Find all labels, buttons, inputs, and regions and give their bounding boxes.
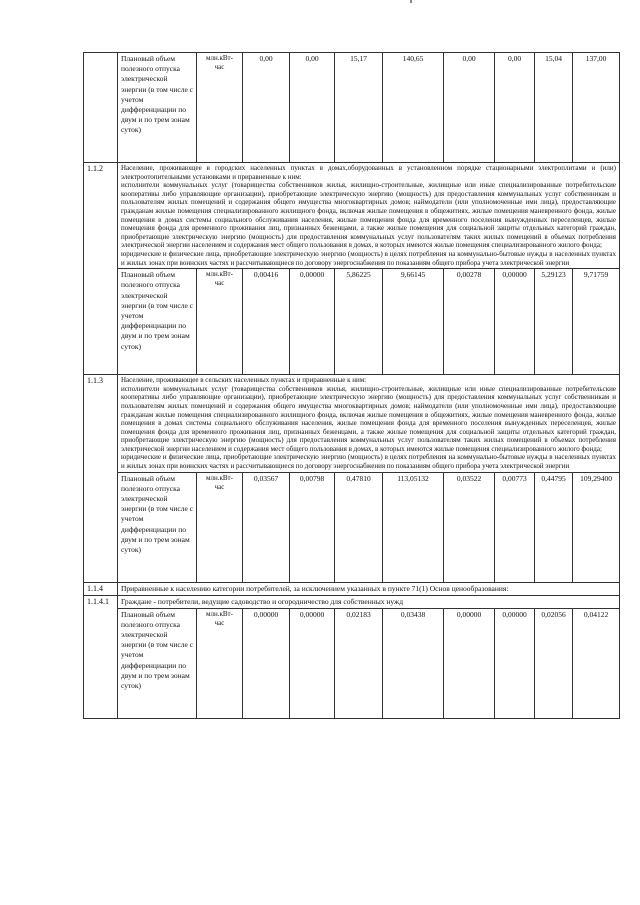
row-index: 1.1.2	[84, 163, 118, 375]
value-cell: 0,00000	[495, 608, 535, 718]
section-description: Приравненные к населению категории потребителей, за исключением указанных в пункте 71(1) Основ ценообразования:	[118, 582, 620, 595]
paragraph: юридические и физические лица, приобретающие электрическую энергию (мощность) в целях потребления на коммунально-бытовые нужды в населенных пунктах и жилых зонах при воинских частях и рассчитывающиеся по договору энергоснабжения по показаниям общего прибора учета электрической энергии	[121, 453, 616, 471]
paragraph: юридические и физические лица, приобретающие электрическую энергию (мощность) в целях потребления на коммунально-бытовые нужды в населенных пунктах и жилых зонах при воинских частях и рассчитывающиеся по договору энергоснабжения по показаниям общего прибора учета электрической энергии	[121, 249, 616, 267]
value-cell: 0,00000	[495, 269, 535, 375]
paragraph: Население, проживающее в сельских населенных пунктах и приравненные к ним:	[121, 376, 367, 385]
paragraph: исполнители коммунальных услуг (товарищества собственников жилья, жилищно-строительные, жилищные или иные специализированные потребительские кооперативы либо управляющие организации), приобретающие электрическую энергию (мощность) для предоставления коммунальных услуг собственникам и пользователям жилых помещений и содержания общего имущества многоквартирных домов; наймодатели (или уполномоченные ими лица), предоставляющие гражданам жилые помещения специализированного жилищного фонда, включая жилые помещения в общежитиях, жилые помещения маневренного фонда, жилые помещения в домах системы социального обслуживания населения, жилые помещения фонда для временного поселения вынужденных переселенцев, жилые помещения фонда для временного проживания лиц, признанных беженцами, а также жилые помещения для социальной защиты отдельных категорий граждан, приобретающие электрическую энергию (мощность) для предоставления коммунальных услуг пользователям таких жилых помещений в объемах потребления электрической энергии населением и содержания мест общего пользования в домах, в которых имеются жилые помещения специализированного жилого фонда;	[121, 384, 616, 453]
value-cell: 0,00000	[290, 608, 335, 718]
value-cell: 140,65	[383, 53, 444, 163]
value-cell: 9,71759	[573, 269, 620, 375]
value-cell: 109,29400	[573, 472, 620, 582]
value-cell: 0,44795	[535, 472, 573, 582]
value-cell: 0,00773	[495, 472, 535, 582]
tariff-table	[83, 52, 619, 719]
value-cell: 0,03438	[383, 608, 444, 718]
value-cell: 0,00	[290, 53, 335, 163]
paragraph: Население, проживающее в городских населенных пунктах в домах,оборудованных в установленном порядке стационарными электроплитами и (или) электроотопительными установками и приравненные к ним:	[121, 164, 616, 181]
row-index: 1.1.4	[84, 582, 118, 595]
row-index: 1.1.4.1	[84, 595, 118, 718]
planned-volume-label: Плановый объем полезного отпуска электрической энергии (в том числе с учетом дифференциации по двум и по трем зонам суток)	[118, 53, 197, 163]
row-index: 1.1.3	[84, 375, 118, 583]
value-cell: 5,29123	[535, 269, 573, 375]
value-cell: 0,00	[444, 53, 495, 163]
table-row	[84, 595, 620, 608]
table-row	[84, 375, 620, 473]
planned-volume-label: Плановый объем полезного отпуска электрической энергии (в том числе с учетом дифференциации по двум и по трем зонам суток)	[118, 472, 197, 582]
paragraph: исполнители коммунальных услуг (товарищества собственников жилья, жилищно-строительные, жилищные или иные специализированные потребительские кооперативы либо управляющие организации), приобретающие электрическую энергию (мощность) для предоставления коммунальных услуг собственникам и пользователям жилых помещений и содержания общего имущества многоквартирных домов; наймодатели (или уполномоченные ими лица), предоставляющие гражданам жилые помещения специализированного жилищного фонда, включая жилые помещения в общежитиях, жилые помещения маневренного фонда, жилые помещения в домах системы социального обслуживания населения, жилые помещения фонда для временного поселения вынужденных переселенцев, жилые помещения фонда для временного проживания лиц, признанных беженцами, а также жилые помещения для социальной защиты отдельных категорий граждан, приобретающие электрическую энергию (мощность) для предоставления коммунальных услуг пользователям таких жилых помещений в объемах потребления электрической энергии населением и содержания мест общего пользования в домах, в которых имеются жилые помещения специализированного жилого фонда;	[121, 181, 616, 250]
section-description: Граждане - потребители, ведущие садоводство и огородничество для собственных нужд	[118, 595, 620, 608]
value-cell: 0,02056	[535, 608, 573, 718]
value-cell: 5,86225	[335, 269, 383, 375]
table-row	[84, 582, 620, 595]
unit-cell: млн.кВт- час	[197, 53, 243, 163]
unit-cell: млн.кВт- час	[197, 269, 243, 375]
table-row	[84, 269, 620, 375]
value-cell: 0,03567	[243, 472, 290, 582]
value-cell: 0,00	[243, 53, 290, 163]
planned-volume-label: Плановый объем полезного отпуска электрической энергии (в том числе с учетом дифференциации по двум и по трем зонам суток)	[118, 608, 197, 718]
value-cell: 113,05132	[383, 472, 444, 582]
value-cell: 0,47810	[335, 472, 383, 582]
value-cell: 15,04	[535, 53, 573, 163]
value-cell: 9,66145	[383, 269, 444, 375]
unit-cell: млн.кВт- час	[197, 472, 243, 582]
planned-volume-label: Плановый объем полезного отпуска электрической энергии (в том числе с учетом дифференциации по двум и по трем зонам суток)	[118, 269, 197, 375]
value-cell: 0,00278	[444, 269, 495, 375]
value-cell: 15,17	[335, 53, 383, 163]
page-mark	[410, 0, 412, 3]
value-cell: 0,00000	[243, 608, 290, 718]
unit-cell: млн.кВт- час	[197, 608, 243, 718]
value-cell: 0,00416	[243, 269, 290, 375]
value-cell: 0,04122	[573, 608, 620, 718]
value-cell: 0,00000	[444, 608, 495, 718]
value-cell: 0,00	[495, 53, 535, 163]
value-cell: 0,02183	[335, 608, 383, 718]
value-cell: 0,00000	[290, 269, 335, 375]
value-cell: 0,03522	[444, 472, 495, 582]
table-row	[84, 608, 620, 718]
table-row	[84, 472, 620, 582]
value-cell: 137,00	[573, 53, 620, 163]
table-row	[84, 53, 620, 163]
value-cell: 0,00798	[290, 472, 335, 582]
section-description	[118, 163, 620, 269]
table-row	[84, 163, 620, 269]
section-description	[118, 375, 620, 473]
